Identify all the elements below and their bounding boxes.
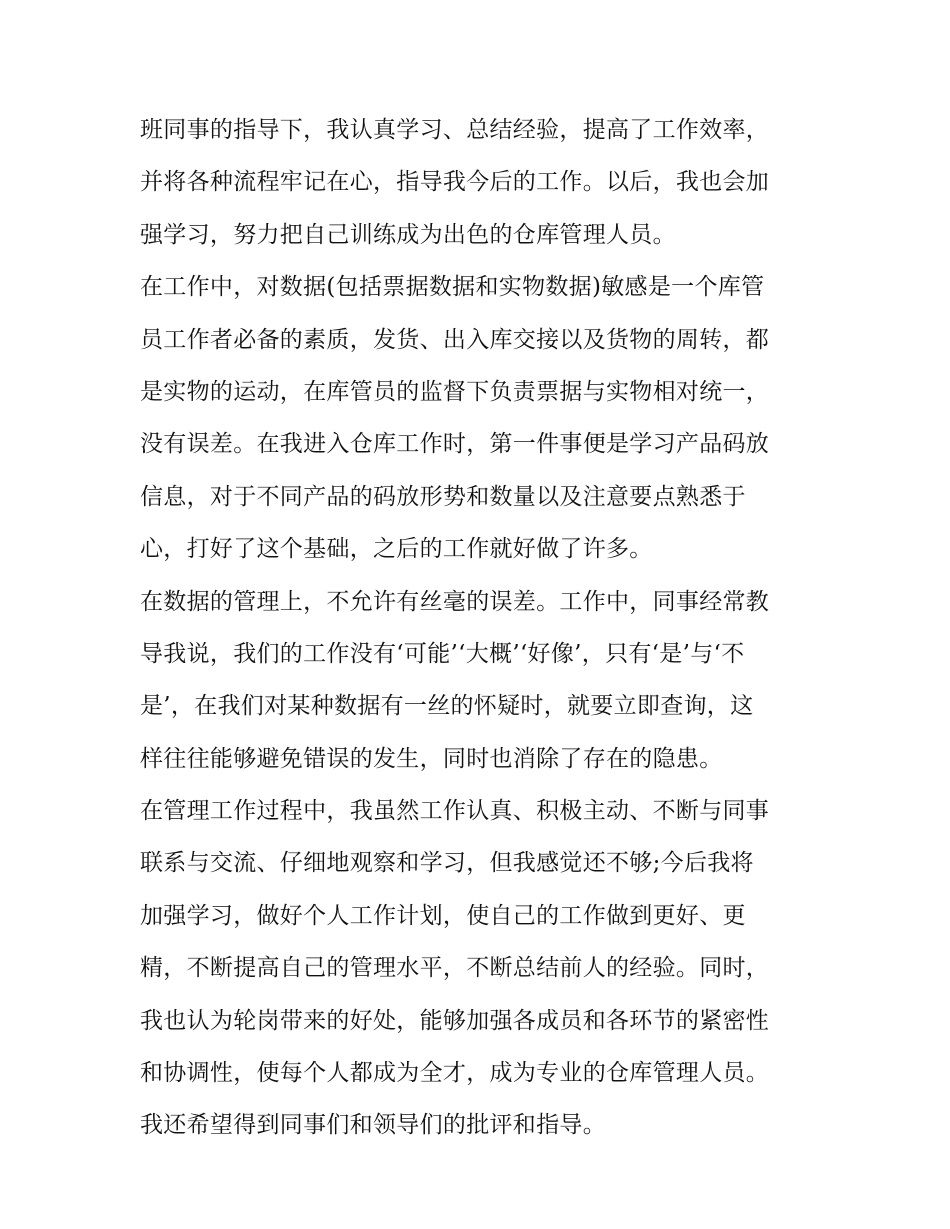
text-line: 在数据的管理上，不允许有丝毫的误差。工作中，同事经常教: [140, 588, 770, 615]
text-line: 我还希望得到同事们和领导们的批评和指导。: [140, 1112, 606, 1139]
text-line: 强学习，努力把自己训练成为出色的仓库管理人员。: [140, 221, 676, 248]
document-body: [140, 104, 830, 1152]
text-line: 没有误差。在我进入仓库工作时，第一件事便是学习产品码放: [140, 431, 770, 458]
text-line: 信息，对于不同产品的码放形势和数量以及注意要点熟悉于: [140, 483, 746, 510]
text-line: 并将各种流程牢记在心，指导我今后的工作。以后，我也会加: [140, 169, 770, 196]
text-line: 精，不断提高自己的管理水平，不断总结前人的经验。同时，: [140, 955, 770, 982]
text-line: 我也认为轮岗带来的好处，能够加强各成员和各环节的紧密性: [140, 1007, 770, 1034]
text-line: 心，打好了这个基础，之后的工作就好做了许多。: [140, 536, 653, 563]
text-line: 是实物的运动，在库管员的监督下负责票据与实物相对统一，: [140, 378, 770, 405]
text-line: 在管理工作过程中，我虽然工作认真、积极主动、不断与同事: [140, 798, 770, 825]
text-line: 加强学习，做好个人工作计划，使自己的工作做到更好、更: [140, 902, 746, 929]
text-line: 导我说，我们的工作没有‘可能’‘大概’‘好像’，只有‘是’与‘不: [140, 640, 745, 667]
text-line: 班同事的指导下，我认真学习、总结经验，提高了工作效率，: [140, 117, 770, 143]
text-line: 和协调性，使每个人都成为全才，成为专业的仓库管理人员。: [140, 1060, 770, 1087]
text-line: 在工作中，对数据(包括票据数据和实物数据)敏感是一个库管: [140, 274, 765, 301]
text-line: 样往往能够避免错误的发生，同时也消除了存在的隐患。: [140, 745, 723, 772]
text-line: 员工作者必备的素质，发货、出入库交接以及货物的周转，都: [140, 326, 770, 353]
text-line: 联系与交流、仔细地观察和学习，但我感觉还不够;今后我将: [140, 850, 754, 877]
text-line: 是’，在我们对某种数据有一丝的怀疑时，就要立即查询，这: [140, 693, 754, 720]
